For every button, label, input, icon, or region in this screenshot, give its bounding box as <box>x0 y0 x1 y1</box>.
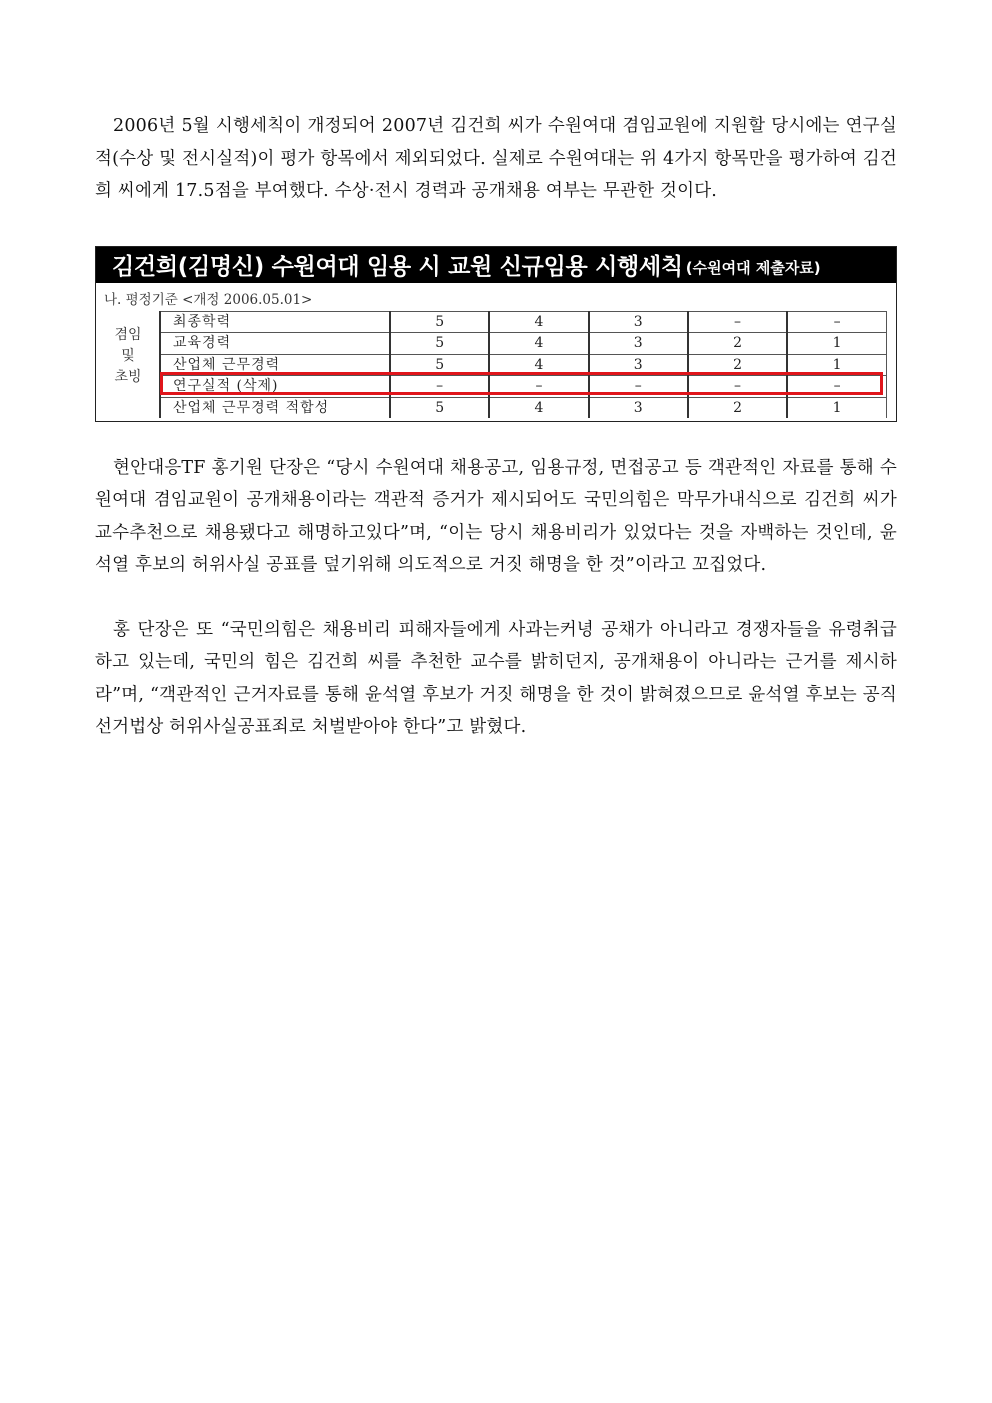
table-cell-score: 1 <box>787 397 886 418</box>
group-label-line-1: 겸임 <box>114 326 142 343</box>
table-cell-score: 5 <box>390 354 489 376</box>
group-label-line-2: 및 <box>121 347 135 364</box>
table-cell-score: 1 <box>787 354 886 376</box>
table-row <box>160 311 887 333</box>
table-cell-score: 4 <box>489 397 588 418</box>
table-cell-score: – <box>787 376 886 398</box>
table-cell-score: 1 <box>787 333 886 355</box>
table-row <box>160 397 887 418</box>
table-cell-score: 3 <box>589 397 688 418</box>
document-page <box>95 110 897 744</box>
table-cell-score: 3 <box>589 354 688 376</box>
group-label-line-3: 초빙 <box>114 368 142 385</box>
table-cell-score: 2 <box>688 397 787 418</box>
table-cell-score: – <box>688 376 787 398</box>
table-cell-score: 5 <box>390 397 489 418</box>
table-cell-item: 산업체 근무경력 <box>160 354 390 376</box>
table-cell-score: – <box>390 376 489 398</box>
figure-title-bar <box>96 247 896 283</box>
paragraph-2: 현안대응TF 홍기원 단장은 “당시 수원여대 채용공고, 임용규정, 면접공고 등 객관적인 자료를 통해 수원여대 겸임교원이 공개채용이라는 객관적 증거가 제시되어도 국민의힘은 막무가내식으로 김건희 씨가 교수추천으로 채용됐다고 해명하고있다”며, “이는 당시 채용비리가 있었다는 것을 자백하는 것인데, 윤석열 후보의 허위사실 공표를 덮기위해 의도적으로 거짓 해명을 한 것”이라고 꼬집었다. <box>95 457 897 575</box>
table-cell-score: 4 <box>489 354 588 376</box>
table-cell-score: 5 <box>390 311 489 333</box>
table-cell-score: – <box>688 311 787 333</box>
paragraph-3: 홍 단장은 또 “국민의힘은 채용비리 피해자들에게 사과는커녕 공채가 아니라고 경쟁자들을 유령취급하고 있는데, 국민의 힘은 김건희 씨를 추천한 교수를 밝히던지, 공개채용이 아니라는 근거를 제시하라”며, “객관적인 근거자료를 통해 윤석열 후보가 거짓 해명을 한 것이 밝혀졌으므로 윤석열 후보는 공직선거법상 허위사실공표죄로 처벌받아야 한다”고 밝혔다. <box>95 619 897 737</box>
row-group-label <box>104 325 152 388</box>
table-cell-score: – <box>589 376 688 398</box>
table-cell-score: 2 <box>688 354 787 376</box>
table-cell-score: 5 <box>390 333 489 355</box>
table-cell-item: 교육경력 <box>160 333 390 355</box>
table-cell-item: 연구실적 (삭제) <box>160 376 390 398</box>
table-cell-score: 4 <box>489 311 588 333</box>
criteria-label: 나. 평정기준 <개정 2006.05.01> <box>104 291 313 308</box>
figure-title: 김건희(김명신) 수원여대 임용 시 교원 신규임용 시행세칙 <box>112 254 683 280</box>
table-row <box>160 333 887 355</box>
table-cell-score: – <box>489 376 588 398</box>
table-cell-score: 3 <box>589 333 688 355</box>
regulation-table-figure <box>95 246 897 422</box>
table-cell-item: 산업체 근무경력 적합성 <box>160 397 390 418</box>
figure-source: (수원여대 제출자료) <box>685 259 821 277</box>
table-cell-score: 3 <box>589 311 688 333</box>
paragraph-1: 2006년 5월 시행세칙이 개정되어 2007년 김건희 씨가 수원여대 겸임교원에 지원할 당시에는 연구실적(수상 및 전시실적)이 평가 항목에서 제외되었다. 실제로 수원여대는 위 4가지 항목만을 평가하여 김건희 씨에게 17.5점을 부여했다. 수상·전시 경력과 공개채용 여부는 무관한 것이다. <box>95 116 897 201</box>
table-cell-item: 최종학력 <box>160 311 390 333</box>
table-row <box>160 354 887 376</box>
table-row <box>160 376 887 398</box>
table-cell-score: – <box>787 311 886 333</box>
table-cell-score: 2 <box>688 333 787 355</box>
score-table <box>159 311 887 419</box>
table-cell-score: 4 <box>489 333 588 355</box>
